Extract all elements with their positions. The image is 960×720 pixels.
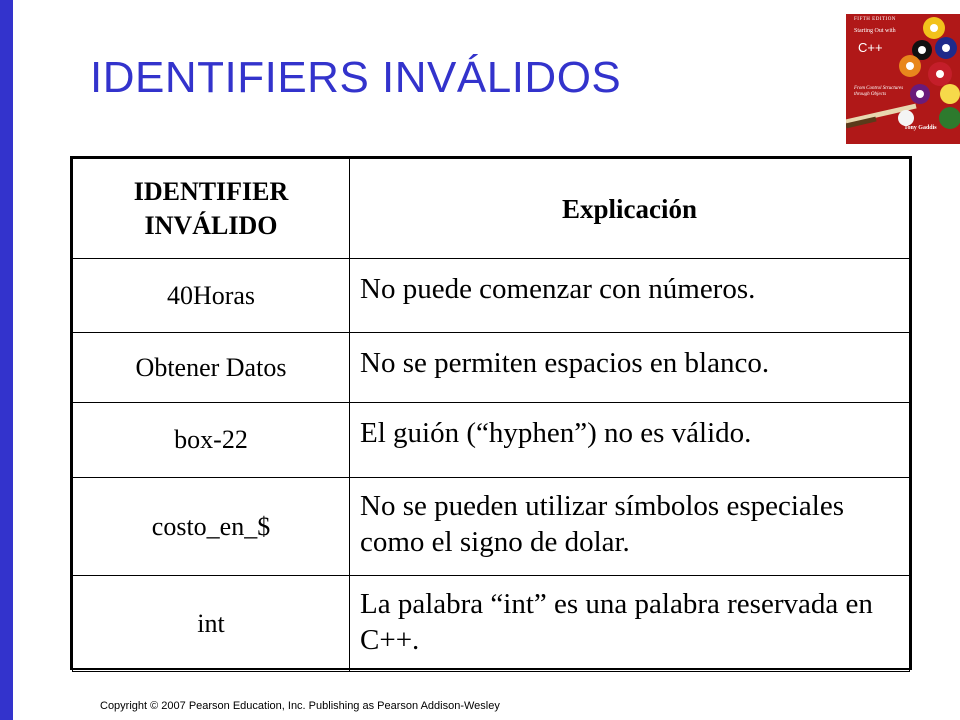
cover-language: C++	[858, 40, 883, 55]
identifiers-table	[70, 156, 912, 670]
header-explanation: Explicación	[350, 159, 910, 259]
table-row	[73, 333, 910, 403]
explanation-cell: No se permiten espacios en blanco.	[350, 333, 910, 403]
table-header-row	[73, 159, 910, 259]
left-accent-bar	[0, 0, 13, 720]
slide-title: IDENTIFIERS INVÁLIDOS	[90, 53, 622, 102]
cover-author: Tony Gaddis	[904, 125, 937, 131]
identifier-cell: costo_en_$	[73, 478, 350, 576]
header-identifier: IDENTIFIER INVÁLIDO	[73, 159, 350, 259]
table-row	[73, 478, 910, 576]
explanation-cell: No se pueden utilizar símbolos especiales como el signo de dolar.	[350, 478, 910, 576]
identifier-cell: Obtener Datos	[73, 333, 350, 403]
explanation-cell: No puede comenzar con números.	[350, 259, 910, 333]
identifier-cell: 40Horas	[73, 259, 350, 333]
identifier-cell: box-22	[73, 403, 350, 478]
cover-edition: FIFTH EDITION	[854, 17, 896, 22]
cover-title: Starting Out with	[854, 28, 896, 34]
explanation-cell: El guión (“hyphen”) no es válido.	[350, 403, 910, 478]
table-row	[73, 403, 910, 478]
copyright-footer: Copyright © 2007 Pearson Education, Inc. Publishing as Pearson Addison-Wesley	[100, 700, 500, 712]
book-cover-image	[846, 14, 960, 144]
table-row	[73, 259, 910, 333]
identifier-cell: int	[73, 576, 350, 672]
table-row	[73, 576, 910, 672]
cover-subtitle: From Control Structures through Objects	[854, 86, 904, 97]
explanation-cell: La palabra “int” es una palabra reservada en C++.	[350, 576, 910, 672]
